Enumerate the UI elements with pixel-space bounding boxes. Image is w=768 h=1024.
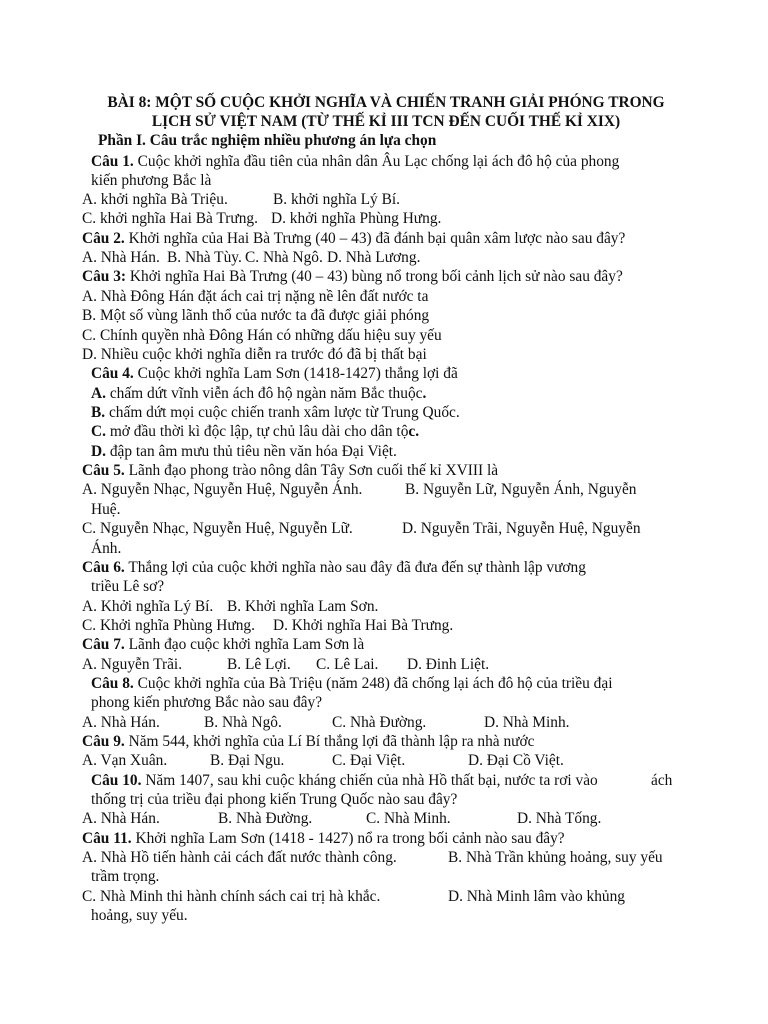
- q4-option-b: B. chấm dứt mọi cuộc chiến tranh xâm lược từ Trung Quốc.: [91, 404, 460, 421]
- q3-option-a: A. Nhà Đông Hán đặt ách cai trị nặng nề lên đất nước ta: [82, 288, 429, 305]
- q2-option-b: B. Nhà Tùy.: [167, 249, 242, 266]
- question-number: Câu 8.: [91, 675, 134, 692]
- lesson-title: [80, 93, 692, 131]
- question-10-tail: ách: [651, 772, 673, 789]
- question-text: Khởi nghĩa Hai Bà Trưng (40 – 43) bùng nổ trong bối cảnh lịch sử nào sau đây?: [126, 268, 623, 285]
- q9-option-a: A. Vạn Xuân.: [82, 752, 168, 769]
- q4-option-c: C. mở đầu thời kì độc lập, tự chủ lâu dài cho dân tộc.: [91, 423, 420, 440]
- q2-option-d: D. Nhà Lương.: [327, 249, 421, 266]
- question-number: Câu 2.: [82, 230, 125, 247]
- q5-option-c: C. Nguyễn Nhạc, Nguyễn Huệ, Nguyễn Lữ.: [82, 520, 353, 537]
- q8-option-d: D. Nhà Minh.: [484, 714, 570, 731]
- q9-option-b: B. Đại Ngu.: [210, 752, 285, 769]
- q6-option-d: D. Khởi nghĩa Hai Bà Trưng.: [273, 617, 454, 634]
- question-10: [91, 771, 598, 790]
- q2-option-c: C. Nhà Ngô.: [245, 249, 323, 266]
- q3-option-b: B. Một số vùng lãnh thổ của nước ta đã được giải phóng: [82, 307, 430, 324]
- question-5: [82, 461, 498, 480]
- question-text: Lãnh đạo cuộc khởi nghĩa Lam Sơn là: [124, 636, 365, 653]
- q4-option-d: D. đập tan âm mưu thủ tiêu nền văn hóa Đại Việt.: [91, 443, 397, 460]
- q6-option-b: B. Khởi nghĩa Lam Sơn.: [227, 598, 379, 615]
- question-6: [82, 558, 586, 577]
- q7-option-b: B. Lê Lợi.: [227, 656, 291, 673]
- question-number: Câu 1.: [91, 153, 134, 170]
- question-text: Khởi nghĩa của Hai Bà Trưng (40 – 43) đã đánh bại quân xâm lược nào sau đây?: [124, 230, 626, 247]
- question-text: Khởi nghĩa Lam Sơn (1418 - 1427) nổ ra trong bối cảnh nào sau đây?: [131, 830, 565, 847]
- q8-option-c: C. Nhà Đường.: [332, 714, 427, 731]
- q11-option-b: B. Nhà Trần khủng hoảng, suy yếu: [448, 849, 663, 866]
- question-3: [82, 267, 623, 286]
- q1-option-c: C. khởi nghĩa Hai Bà Trưng.: [82, 210, 258, 227]
- q11-option-b-cont: trầm trọng.: [91, 868, 160, 885]
- q6-option-c: C. Khởi nghĩa Phùng Hưng.: [82, 617, 255, 634]
- question-text: Cuộc khởi nghĩa của Bà Triệu (năm 248) đã chống lại ách đô hộ của triều đại: [133, 675, 613, 692]
- title-line-1: BÀI 8: MỘT SỐ CUỘC KHỞI NGHĨA VÀ CHIẾN TRANH GIẢI PHÓNG TRONG: [107, 94, 665, 111]
- q5-option-d-cont: Ánh.: [91, 540, 122, 557]
- q3-option-d: D. Nhiều cuộc khởi nghĩa diễn ra trước đó đã bị thất bại: [82, 346, 427, 363]
- q3-option-c: C. Chính quyền nhà Đông Hán có những dấu hiệu suy yếu: [82, 327, 442, 344]
- question-text: Cuộc khởi nghĩa đầu tiên của nhân dân Âu Lạc chống lại ách đô hộ của phong: [133, 153, 620, 170]
- question-7: [82, 635, 364, 654]
- question-number: Câu 3:: [82, 268, 127, 285]
- q10-option-d: D. Nhà Tống.: [517, 810, 602, 827]
- title-line-2: LỊCH SỬ VIỆT NAM (TỪ THẾ KỈ III TCN ĐẾN CUỐI THẾ KỈ XIX): [151, 113, 621, 131]
- question-10-cont: thống trị của triều đại phong kiến Trung Quốc nào sau đây?: [91, 791, 458, 808]
- question-text: Cuộc khởi nghĩa Lam Sơn (1418-1427) thắng lợi đã: [133, 365, 458, 382]
- q4-option-a: A. chấm dứt vĩnh viễn ách đô hộ ngàn năm Bắc thuộc.: [91, 385, 427, 402]
- question-number: Câu 11.: [82, 830, 132, 847]
- q5-option-a: A. Nguyễn Nhạc, Nguyễn Huệ, Nguyễn Ánh.: [82, 481, 363, 498]
- question-4: [91, 364, 458, 383]
- question-text: Thắng lợi của cuộc khởi nghĩa nào sau đây đã đưa đến sự thành lập vương: [124, 559, 586, 576]
- q5-option-b: B. Nguyễn Lữ, Nguyễn Ánh, Nguyễn: [405, 481, 637, 498]
- q9-option-c: C. Đại Việt.: [332, 752, 406, 769]
- q9-option-d: D. Đại Cồ Việt.: [468, 752, 564, 769]
- question-1: [91, 152, 619, 171]
- q10-option-b: B. Nhà Đường.: [218, 810, 313, 827]
- question-1-cont: kiến phương Bắc là: [91, 172, 212, 189]
- question-number: Câu 9.: [82, 733, 125, 750]
- question-text: Năm 544, khởi nghĩa của Lí Bí thắng lợi đã thành lập ra nhà nước: [124, 733, 535, 750]
- q7-option-d: D. Đinh Liệt.: [407, 656, 490, 673]
- q7-option-c: C. Lê Lai.: [316, 656, 379, 673]
- question-8: [91, 674, 612, 693]
- question-number: Câu 7.: [82, 636, 125, 653]
- q11-option-c: C. Nhà Minh thi hành chính sách cai trị hà khắc.: [82, 888, 381, 905]
- q11-option-d-cont: hoảng, suy yếu.: [91, 907, 188, 924]
- q5-option-b-cont: Huệ.: [91, 501, 121, 518]
- question-6-cont: triều Lê sơ?: [91, 578, 165, 595]
- q1-option-a: A. khởi nghĩa Bà Triệu.: [82, 191, 228, 208]
- question-11: [82, 829, 565, 848]
- question-2: [82, 229, 625, 248]
- question-text: Lãnh đạo phong trào nông dân Tây Sơn cuối thế kỉ XVIII là: [124, 462, 499, 479]
- q6-option-a: A. Khởi nghĩa Lý Bí.: [82, 598, 214, 615]
- question-number: Câu 4.: [91, 365, 134, 382]
- q11-option-a: A. Nhà Hồ tiến hành cải cách đất nước thành công.: [82, 849, 397, 866]
- question-8-cont: phong kiến phương Bắc nào sau đây?: [91, 694, 323, 711]
- q5-option-d: D. Nguyễn Trãi, Nguyễn Huệ, Nguyễn: [402, 520, 641, 537]
- section-heading: Phần I. Câu trắc nghiệm nhiều phương án lựa chọn: [98, 132, 437, 149]
- q1-option-d: D. khởi nghĩa Phùng Hưng.: [271, 210, 442, 227]
- question-text: Năm 1407, sau khi cuộc kháng chiến của nhà Hồ thất bại, nước ta rơi vào: [141, 772, 598, 789]
- q7-option-a: A. Nguyễn Trãi.: [82, 656, 183, 673]
- question-number: Câu 6.: [82, 559, 125, 576]
- q8-option-b: B. Nhà Ngô.: [204, 714, 282, 731]
- q2-option-a: A. Nhà Hán.: [82, 249, 160, 266]
- question-number: Câu 5.: [82, 462, 125, 479]
- q8-option-a: A. Nhà Hán.: [82, 714, 160, 731]
- q1-option-b: B. khởi nghĩa Lý Bí.: [273, 191, 400, 208]
- question-9: [82, 732, 535, 751]
- q11-option-d: D. Nhà Minh lâm vào khủng: [448, 888, 625, 905]
- q10-option-c: C. Nhà Minh.: [366, 810, 451, 827]
- question-number: Câu 10.: [91, 772, 142, 789]
- q10-option-a: A. Nhà Hán.: [82, 810, 160, 827]
